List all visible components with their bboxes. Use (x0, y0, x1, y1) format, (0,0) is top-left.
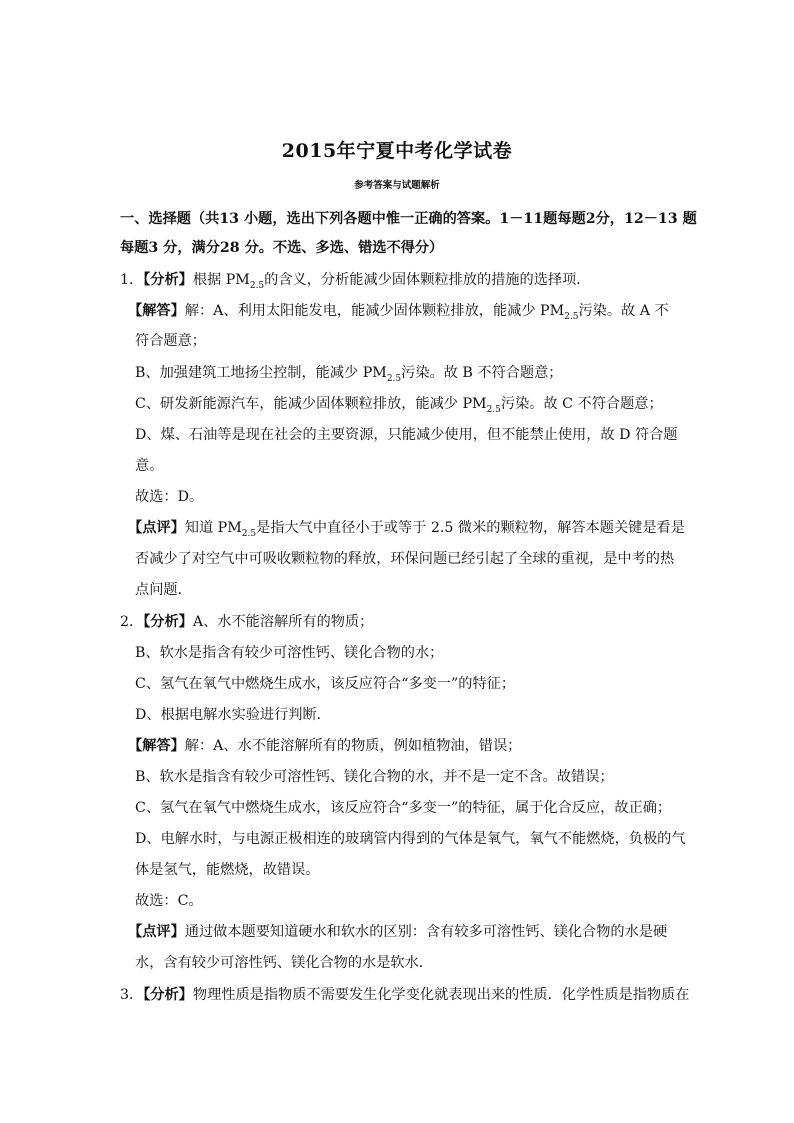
q2-answer-line-1: 【解答】解：A、水不能溶解所有的物质，例如植物油，错误； (128, 738, 522, 754)
q2-answer-line-4: D、电解水时，与电源正极相连的玻璃管内得到的气体是氧气，氧气不能燃烧，负极的气 (135, 831, 686, 847)
comment-tag: 【点评】 (128, 924, 185, 940)
page-title: 2015年宁夏中考化学试卷 (281, 140, 513, 162)
q2-answer-line-3: C、氢气在氧气中燃烧生成水，该反应符合“多变一”的特征，属于化合反应，故正确； (135, 800, 672, 816)
q1-comment-line-1: 【点评】知道 $PM_{2.5}$是指大气中直径小于或等于 2.5 微米的颗粒物，解答本题关键是看是 (128, 520, 685, 539)
analysis-tag: 【分析】 (143, 614, 193, 630)
page-subtitle: 参考答案与试题解析 (354, 180, 440, 191)
q3-number: 3． (120, 987, 144, 1003)
q2-analysis-line-2: B、软水是指含有较少可溶性钙、镁化合物的水； (135, 645, 444, 661)
q2-comment-line-2: 水，含有较少可溶性钙、镁化合物的水是软水． (135, 955, 433, 971)
q2-analysis-line-1: 2．【分析】A、水不能溶解所有的物质； (120, 614, 374, 630)
comment-tag: 【点评】 (128, 520, 185, 536)
q1-answer-line-4: C、研发新能源汽车，能减少固体颗粒排放，能减少 $PM_{2.5}$污染。故 C 不符合题意； (135, 396, 663, 415)
answer-tag: 【解答】 (128, 738, 185, 754)
q2-number: 2． (120, 614, 144, 630)
q1-number: 1． (120, 272, 144, 288)
q1-answer-line-2: 符合题意； (135, 333, 206, 349)
section-heading-line-2: 每题3 分，满分28 分。不选、多选、错选不得分） (120, 240, 444, 256)
q1-choice: 故选：D。 (135, 489, 204, 505)
q1-answer-line-6: 意。 (135, 458, 164, 474)
q1-comment-line-2: 否减少了对空气中可吸收颗粒物的释放，环保问题已经引起了全球的重视，是中考的热 (135, 551, 675, 567)
answer-tag: 【解答】 (128, 303, 185, 319)
q2-answer-line-5: 体是氢气，能燃烧，故错误。 (135, 862, 320, 878)
q1-analysis: 1．【分析】根据 $PM_{2.5}$的含义，分析能减少固体颗粒排放的措施的选择项． (120, 272, 591, 291)
analysis-tag: 【分析】 (143, 987, 193, 1003)
q2-analysis-line-4: D、根据电解水实验进行判断． (135, 707, 331, 723)
q2-answer-line-2: B、软水是指含有较少可溶性钙、镁化合物的水，并不是一定不含。故错误； (135, 769, 614, 785)
q1-comment-line-3: 点问题． (135, 582, 192, 598)
q2-choice: 故选：C。 (135, 893, 203, 909)
q1-answer-line-1: 【解答】解：A、利用太阳能发电，能减少固体颗粒排放，能减少 $PM_{2.5}$污染。故 A 不 (128, 303, 669, 322)
q1-answer-line-5: D、煤、石油等是现在社会的主要资源，只能减少使用，但不能禁止使用，故 D 符合题 (135, 427, 678, 443)
analysis-tag: 【分析】 (143, 272, 193, 288)
q2-analysis-line-3: C、氢气在氧气中燃烧生成水，该反应符合“多变一”的特征； (135, 676, 516, 692)
q3-analysis-line-1: 3．【分析】物理性质是指物质不需要发生化学变化就表现出来的性质．化学性质是指物质在 (120, 987, 690, 1003)
q2-comment-line-1: 【点评】通过做本题要知道硬水和软水的区别：含有较多可溶性钙、镁化合物的水是硬 (128, 924, 668, 940)
q1-answer-line-3: B、加强建筑工地扬尘控制，能减少 $PM_{2.5}$污染。故 B 不符合题意； (135, 365, 563, 384)
section-heading-line-1: 一、选择题（共13 小题，选出下列各题中惟一正确的答案。1－11题每题2分，12－13 题 (120, 211, 697, 227)
